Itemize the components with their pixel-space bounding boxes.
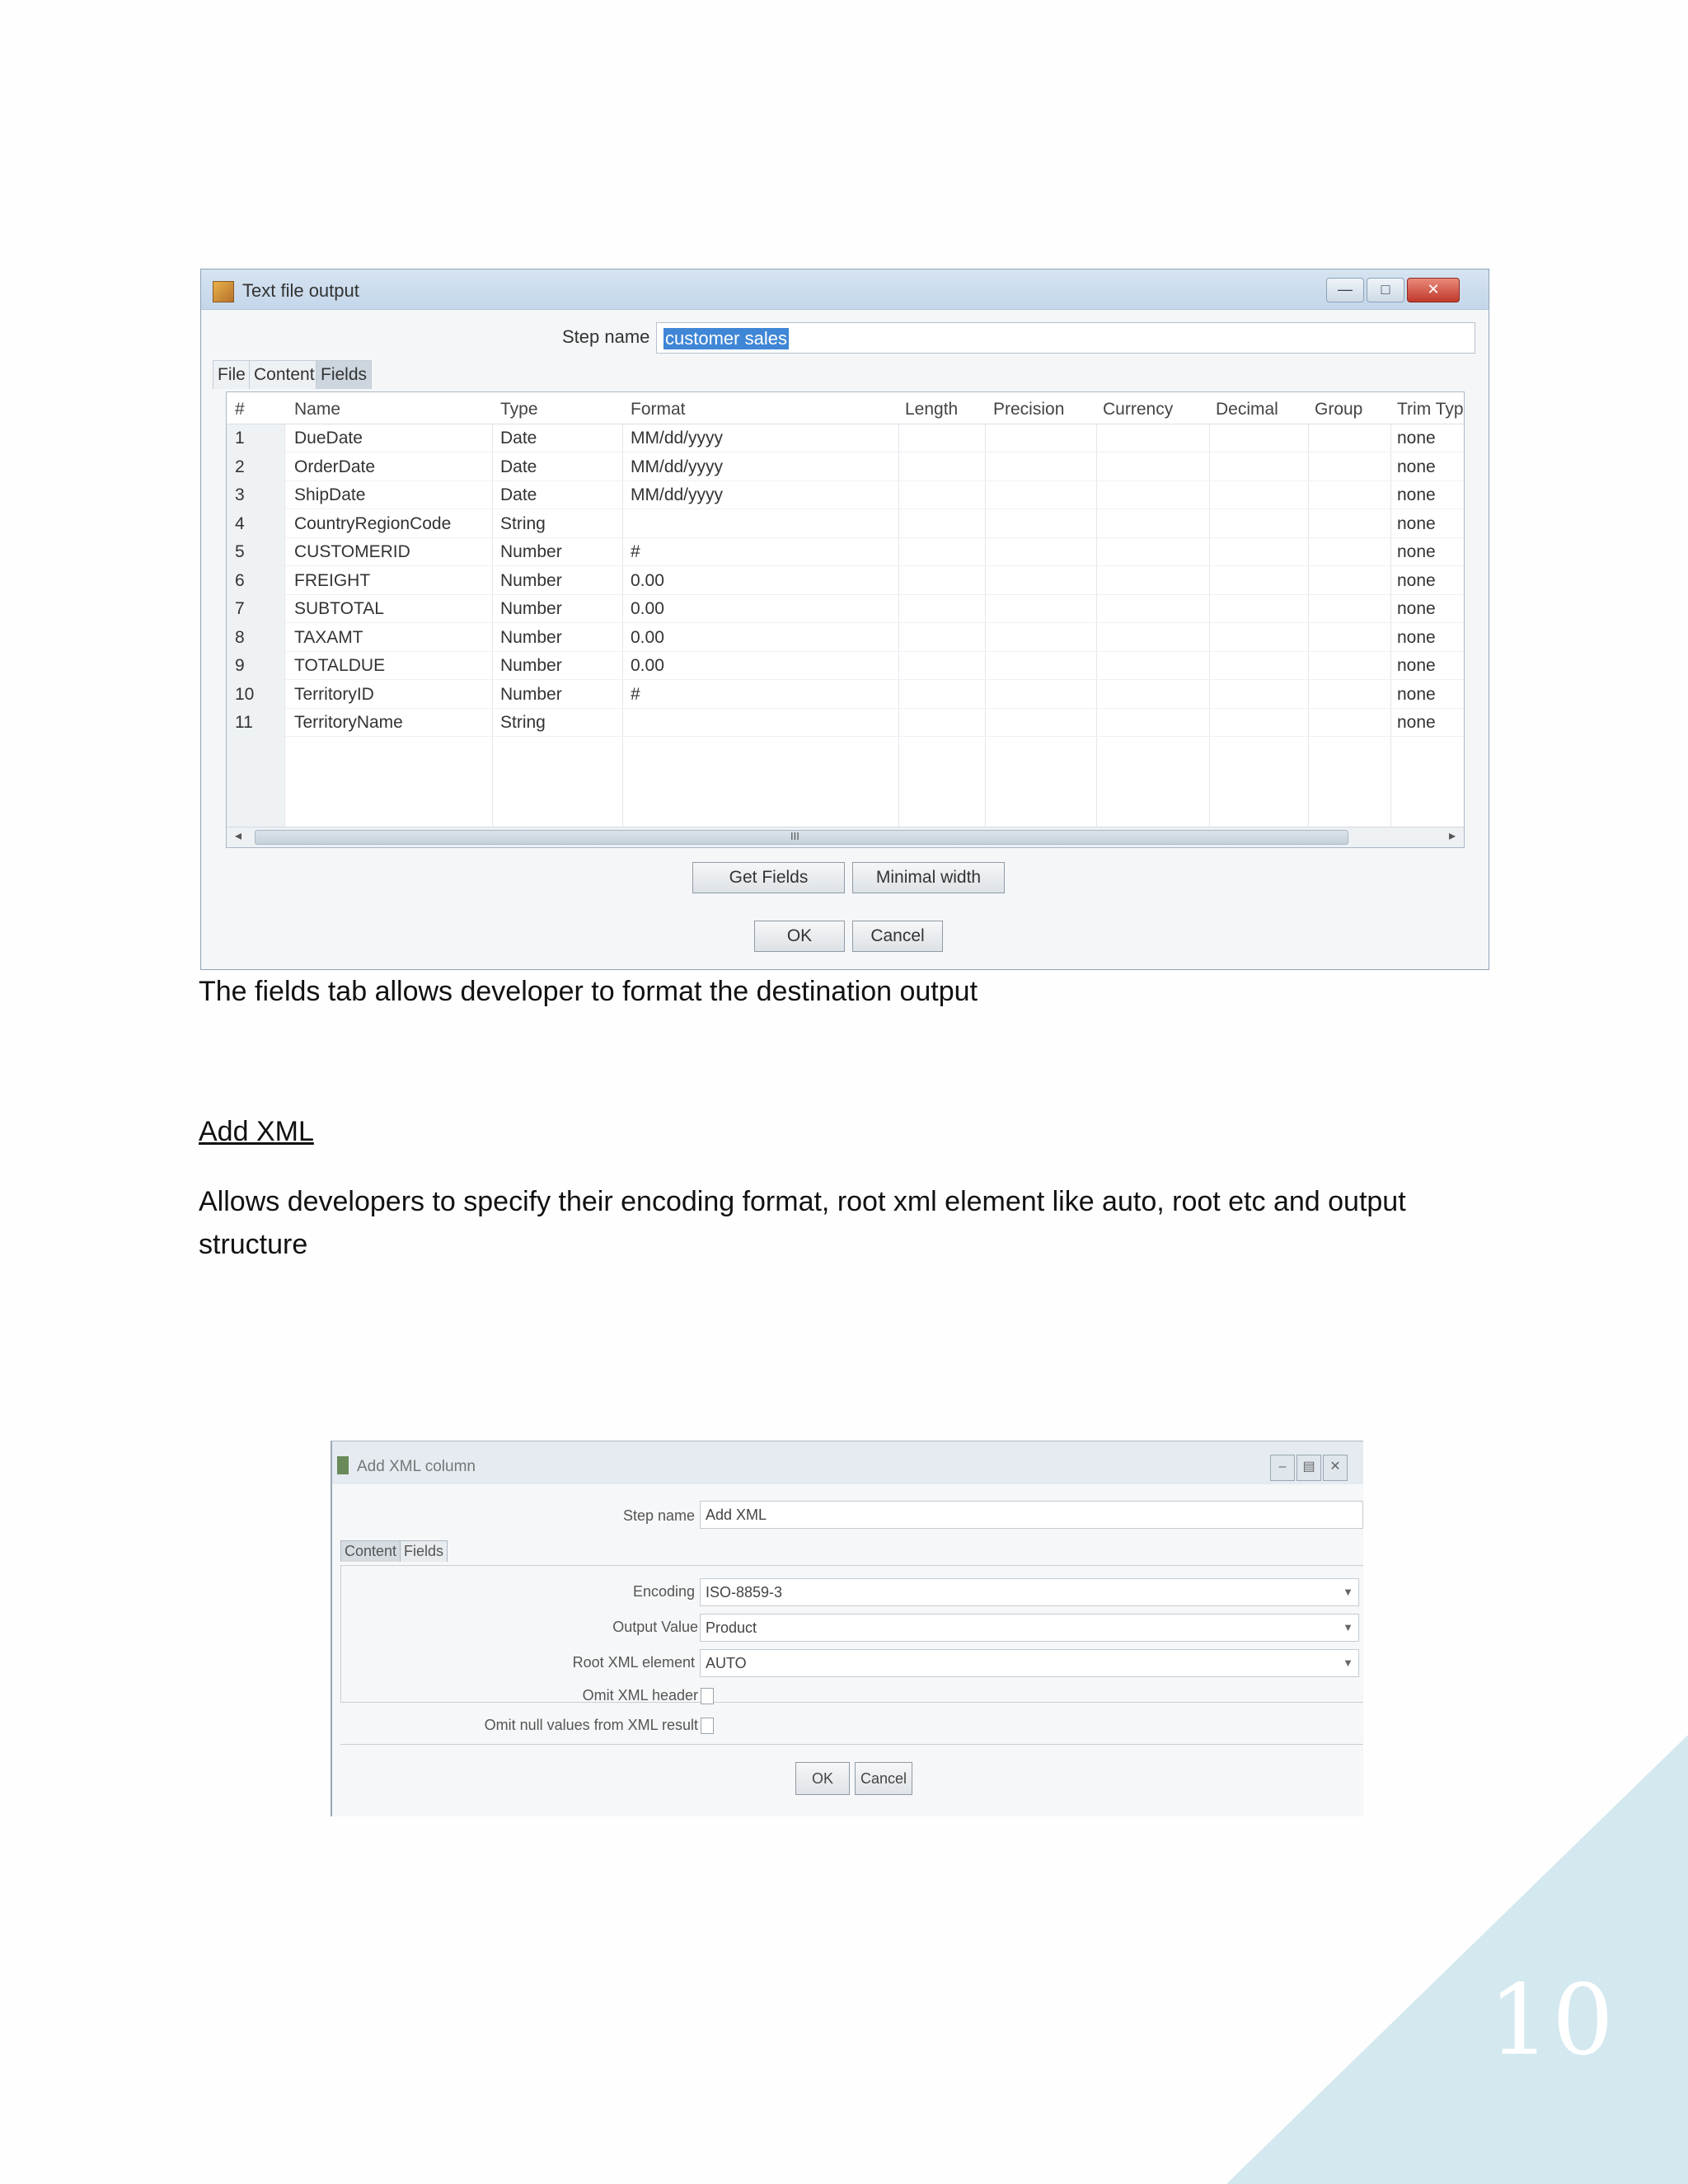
cell-format[interactable]: 0.00 <box>631 656 664 675</box>
column-header[interactable]: Precision <box>993 400 1065 419</box>
divider <box>340 1744 1363 1745</box>
tab-fields[interactable]: Fields <box>316 360 372 389</box>
cell-trim[interactable]: none <box>1397 542 1436 561</box>
cell-trim[interactable]: none <box>1397 429 1436 448</box>
output-value-select[interactable] <box>700 1614 1359 1642</box>
root-xml-select[interactable] <box>700 1649 1359 1677</box>
table-row[interactable] <box>227 424 1464 452</box>
table-header <box>227 392 1464 424</box>
column-header[interactable]: Type <box>500 400 538 419</box>
cell-idx[interactable]: 4 <box>235 513 245 533</box>
cell-trim[interactable]: none <box>1397 627 1436 647</box>
cell-trim[interactable]: none <box>1397 684 1436 704</box>
encoding-value: ISO-8859-3 <box>706 1584 783 1601</box>
scroll-right-icon[interactable]: ▸ <box>1448 829 1456 843</box>
table-row[interactable] <box>227 708 1464 737</box>
cell-format[interactable]: # <box>631 542 640 561</box>
ok-button[interactable]: OK <box>795 1762 850 1795</box>
cell-idx[interactable]: 2 <box>235 457 245 476</box>
column-header[interactable]: Trim Typ <box>1397 400 1464 419</box>
table-row[interactable] <box>227 594 1464 623</box>
cell-format[interactable]: 0.00 <box>631 570 664 590</box>
step-name-input[interactable] <box>656 322 1475 354</box>
table-row[interactable] <box>227 480 1464 509</box>
table-row[interactable] <box>227 680 1464 709</box>
cell-type[interactable]: Number <box>500 599 562 618</box>
encoding-label: Encoding <box>632 1583 695 1600</box>
step-name-input[interactable]: Add XML <box>700 1501 1363 1529</box>
step-name-label: Step name <box>622 1507 695 1524</box>
cancel-button[interactable]: Cancel <box>852 921 943 952</box>
window-title: Text file output <box>242 280 359 301</box>
cell-format[interactable]: MM/dd/yyyy <box>631 457 724 476</box>
cell-name[interactable]: TerritoryName <box>294 713 403 732</box>
omit-header-label: Omit XML header <box>582 1687 698 1704</box>
window-title: Add XML column <box>357 1458 476 1475</box>
cell-trim[interactable]: none <box>1397 457 1436 476</box>
step-name-value: customer sales <box>665 328 787 349</box>
cell-type[interactable]: Number <box>500 570 562 590</box>
cell-type[interactable]: Number <box>500 542 562 561</box>
get-fields-button[interactable]: Get Fields <box>692 862 845 893</box>
section-heading: Add XML <box>199 1116 314 1147</box>
table-row[interactable] <box>227 509 1464 538</box>
cell-type[interactable]: Date <box>500 457 537 476</box>
cell-name[interactable]: SUBTOTAL <box>294 599 384 618</box>
minimal-width-button[interactable]: Minimal width <box>852 862 1005 893</box>
cell-trim[interactable]: none <box>1397 656 1436 675</box>
caption: The fields tab allows developer to format the destination output <box>199 976 978 1007</box>
close-icon[interactable]: ✕ <box>1323 1455 1348 1481</box>
cell-name[interactable]: FREIGHT <box>294 570 371 590</box>
cancel-button[interactable]: Cancel <box>855 1762 912 1795</box>
column-header[interactable]: Name <box>294 400 341 419</box>
cell-trim[interactable]: none <box>1397 513 1436 533</box>
column-header[interactable]: # <box>235 400 245 419</box>
cell-idx[interactable]: 3 <box>235 485 245 504</box>
cell-name[interactable]: TOTALDUE <box>294 656 386 675</box>
chevron-down-icon: ▼ <box>1343 1621 1353 1633</box>
column-header[interactable]: Length <box>905 400 959 419</box>
cell-name[interactable]: CountryRegionCode <box>294 513 452 533</box>
column-header[interactable]: Decimal <box>1216 400 1278 419</box>
cell-idx[interactable]: 8 <box>235 627 245 647</box>
cell-format[interactable]: MM/dd/yyyy <box>631 429 724 448</box>
cell-idx[interactable]: 1 <box>235 429 245 448</box>
app-icon <box>213 281 234 302</box>
cell-idx[interactable]: 11 <box>235 713 253 732</box>
tab-content[interactable]: Content <box>249 360 320 389</box>
table-row[interactable] <box>227 651 1464 680</box>
scroll-thumb[interactable] <box>255 830 1348 845</box>
maximize-icon[interactable]: ▤ <box>1296 1455 1321 1481</box>
cell-idx[interactable]: 9 <box>235 656 245 675</box>
cell-name[interactable]: TAXAMT <box>294 627 363 647</box>
ok-button[interactable]: OK <box>754 921 845 952</box>
table-row[interactable] <box>227 566 1464 595</box>
step-name-label: Step name <box>562 326 650 347</box>
column-header[interactable]: Group <box>1315 400 1363 419</box>
cell-type[interactable]: Number <box>500 627 562 647</box>
title-bar <box>332 1441 1363 1484</box>
cell-name[interactable]: ShipDate <box>294 485 366 504</box>
cell-format[interactable]: # <box>631 684 640 704</box>
app-icon <box>337 1456 349 1474</box>
cell-format[interactable]: 0.00 <box>631 627 664 647</box>
horizontal-scrollbar[interactable] <box>227 827 1464 847</box>
title-bar <box>201 269 1489 310</box>
output-value-label: Output Value <box>612 1619 698 1635</box>
cell-name[interactable]: OrderDate <box>294 457 376 476</box>
table-row[interactable] <box>227 452 1464 481</box>
cell-name[interactable]: CUSTOMERID <box>294 542 410 561</box>
cell-type[interactable]: String <box>500 513 546 533</box>
cell-type[interactable]: Date <box>500 429 537 448</box>
cell-format[interactable]: MM/dd/yyyy <box>631 485 724 504</box>
table-row[interactable] <box>227 537 1464 566</box>
cell-trim[interactable]: none <box>1397 599 1436 618</box>
cell-idx[interactable]: 10 <box>235 684 255 704</box>
cell-idx[interactable]: 5 <box>235 542 245 561</box>
tab-file[interactable]: File <box>213 360 251 389</box>
cell-type[interactable]: String <box>500 713 546 732</box>
page-number: 10 <box>1488 1963 1615 2077</box>
root-xml-label: Root XML element <box>572 1654 695 1671</box>
omit-header-checkbox[interactable] <box>701 1688 714 1704</box>
cell-idx[interactable]: 6 <box>235 570 245 590</box>
add-xml-column-dialog <box>331 1441 1363 1816</box>
maximize-icon[interactable]: □ <box>1367 278 1404 302</box>
omit-null-checkbox[interactable] <box>701 1718 714 1734</box>
output-value-value: Product <box>706 1619 757 1636</box>
scroll-grip: III <box>790 830 799 842</box>
cell-name[interactable]: DueDate <box>294 429 363 448</box>
text-file-output-dialog <box>200 269 1489 970</box>
tab-content[interactable]: Content <box>340 1540 401 1562</box>
minimize-icon[interactable]: — <box>1326 278 1364 302</box>
minimize-icon[interactable]: – <box>1270 1455 1295 1481</box>
cell-type[interactable]: Number <box>500 656 562 675</box>
chevron-down-icon: ▼ <box>1343 1586 1353 1598</box>
encoding-select[interactable] <box>700 1578 1359 1606</box>
root-xml-value: AUTO <box>706 1655 747 1671</box>
fields-table <box>226 391 1465 848</box>
table-row[interactable] <box>227 623 1464 652</box>
cell-trim[interactable]: none <box>1397 485 1436 504</box>
cell-name[interactable]: TerritoryID <box>294 684 374 704</box>
cell-type[interactable]: Number <box>500 684 562 704</box>
chevron-down-icon: ▼ <box>1343 1657 1353 1669</box>
omit-null-label: Omit null values from XML result <box>484 1717 698 1733</box>
column-header[interactable]: Format <box>631 400 686 419</box>
paragraph: Allows developers to specify their encoding format, root xml element like auto, root etc and output structure <box>199 1186 1406 1260</box>
cell-idx[interactable]: 7 <box>235 599 245 618</box>
close-icon[interactable]: ✕ <box>1407 278 1460 302</box>
cell-type[interactable]: Date <box>500 485 537 504</box>
cell-format[interactable]: 0.00 <box>631 599 664 618</box>
tab-fields[interactable]: Fields <box>400 1540 448 1562</box>
column-header[interactable]: Currency <box>1103 400 1174 419</box>
cell-trim[interactable]: none <box>1397 713 1436 732</box>
scroll-left-icon[interactable]: ◂ <box>235 829 242 843</box>
cell-trim[interactable]: none <box>1397 570 1436 590</box>
